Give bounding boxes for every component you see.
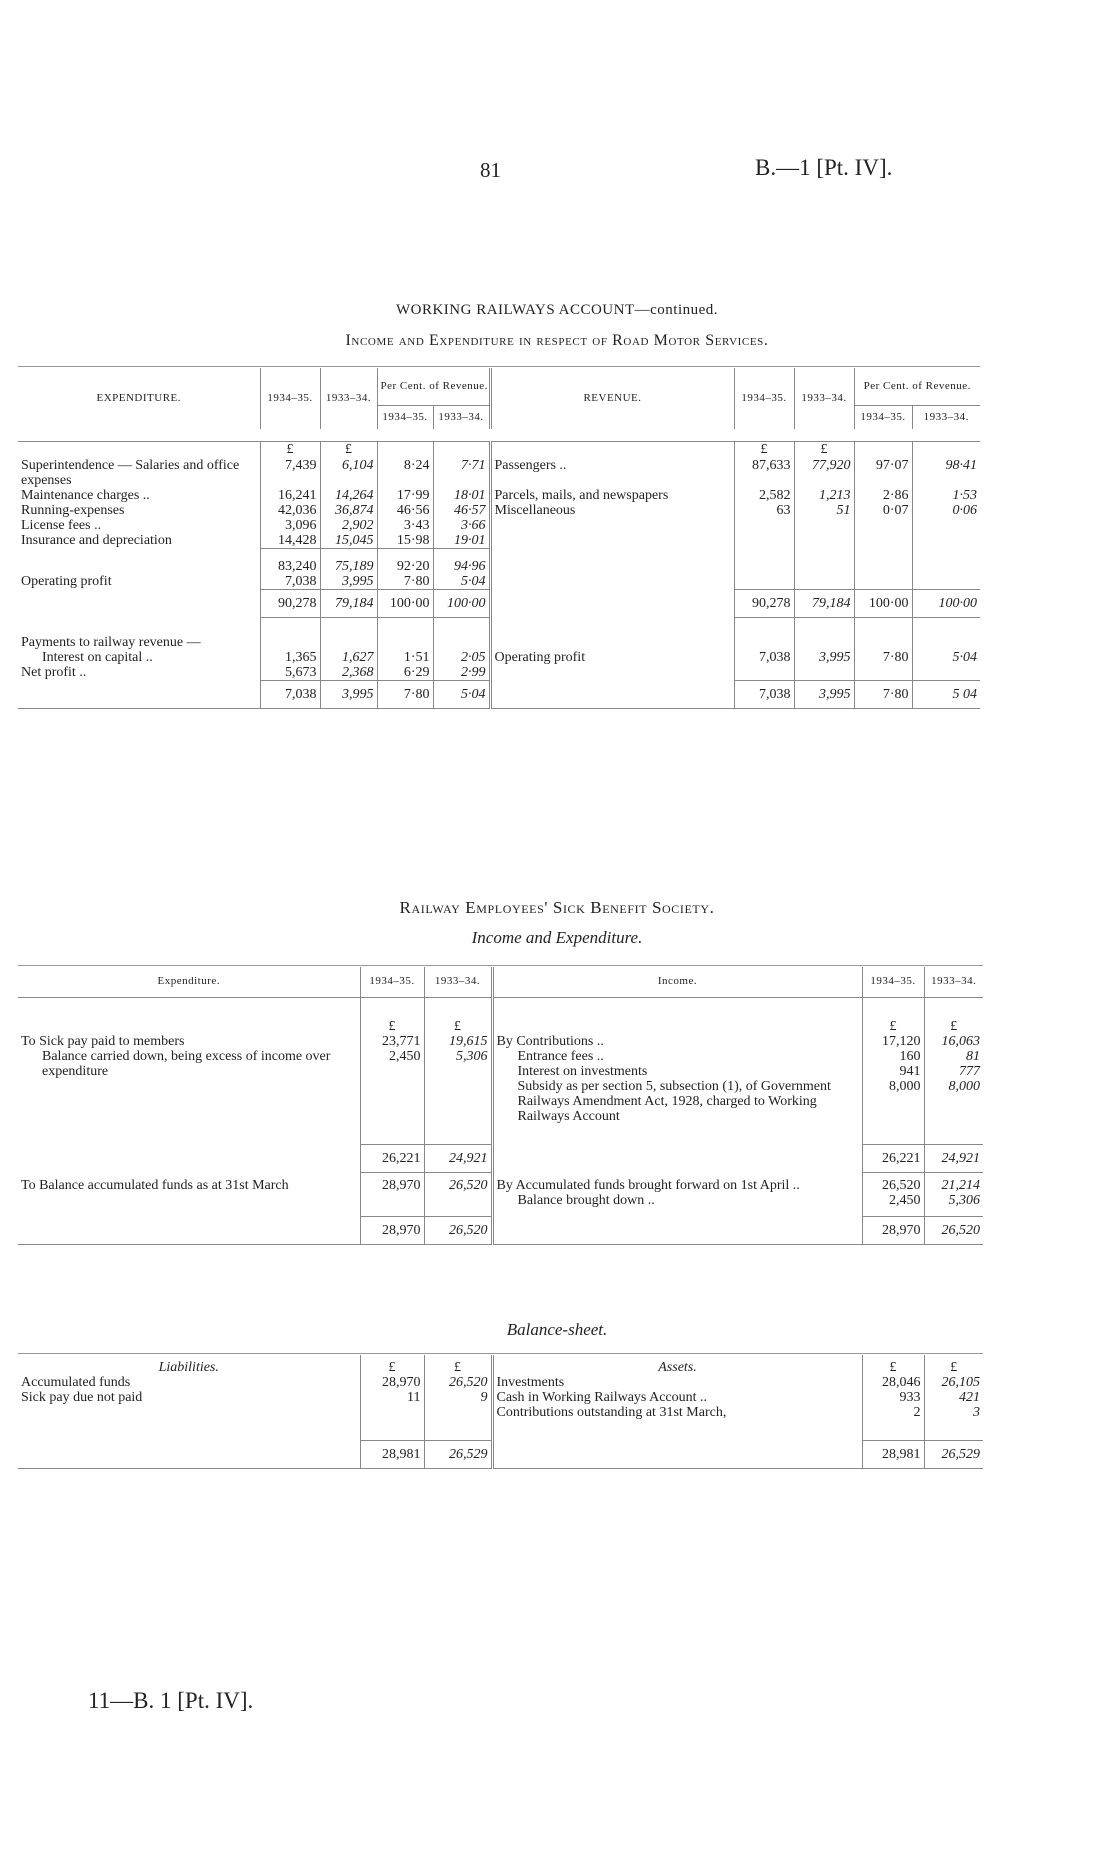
subtotal-cell: 94·96 — [433, 559, 490, 574]
value-cell: 23,771 — [360, 1034, 424, 1049]
total-cell: 28,981 — [360, 1440, 424, 1468]
document-code: B.—1 [Pt. IV]. — [755, 155, 893, 180]
value-cell: 14,264 — [320, 488, 377, 503]
currency-sign: £ — [794, 441, 854, 458]
percent-cell: 2·99 — [433, 665, 490, 681]
operating-profit-label: Operating profit — [18, 574, 260, 590]
value-cell: 14,428 — [260, 533, 320, 549]
assets-heading: Assets. — [492, 1355, 862, 1375]
value-cell: 1,627 — [320, 650, 377, 665]
percent-cell: 7·80 — [377, 574, 433, 590]
income-label: By Accumulated funds brought forward on 1st April .. — [492, 1178, 862, 1193]
col-header-year1: 1934–35. — [360, 967, 424, 997]
col-header-year2: 1933–34. — [424, 967, 492, 997]
percent-cell: 15·98 — [377, 533, 433, 549]
total-cell: 100·00 — [377, 589, 433, 617]
currency-sign: £ — [360, 1355, 424, 1375]
value-cell: 26,105 — [941, 1375, 980, 1390]
value-cell: 9 — [424, 1390, 492, 1405]
total-cell: 100·00 — [433, 589, 490, 617]
asset-label: Cash in Working Railways Account .. — [492, 1390, 862, 1405]
section-title-working-railways: WORKING RAILWAYS ACCOUNT—continued. — [395, 302, 719, 318]
revenue-label: Passengers .. — [490, 458, 734, 488]
value-cell: 8,000 — [948, 1079, 980, 1094]
value-cell: 51 — [794, 503, 854, 518]
total-cell: 100·00 — [912, 589, 980, 617]
expenditure-label: Insurance and depreciation — [18, 533, 260, 549]
payments-item-label: Net profit .. — [18, 665, 260, 681]
value-cell: 7,038 — [734, 650, 794, 665]
value-cell: 2,450 — [360, 1049, 424, 1064]
total-cell: 79,184 — [794, 589, 854, 617]
value-cell: 15,045 — [320, 533, 377, 549]
value-cell: 26,520 — [862, 1178, 924, 1193]
total-cell: 79,184 — [320, 589, 377, 617]
percent-cell: 1·53 — [952, 488, 977, 503]
road-motor-table — [18, 368, 980, 709]
value-cell: 777 — [959, 1064, 980, 1079]
total-cell: 26,529 — [424, 1440, 492, 1468]
currency-sign: £ — [734, 441, 794, 458]
expenditure-label: Maintenance charges .. — [18, 488, 260, 503]
percent-cell: 5·04 — [952, 650, 977, 665]
value-cell: 16,241 — [260, 488, 320, 503]
value-cell: 26,520 — [424, 1178, 492, 1193]
col-header-percent: Per Cent. of Revenue. — [854, 368, 980, 405]
liabilities-heading: Liabilities. — [18, 1355, 360, 1375]
percent-cell: 3·66 — [433, 518, 490, 533]
total-cell: 26,520 — [424, 1216, 492, 1244]
revenue-label: Miscellaneous — [490, 503, 734, 518]
currency-sign: £ — [862, 1355, 924, 1375]
percent-cell: 98·41 — [945, 458, 977, 473]
total-cell: 7,038 — [734, 681, 794, 709]
balance-sheet-title: Balance-sheet. — [506, 1320, 608, 1339]
value-cell: 6,104 — [320, 458, 377, 488]
value-cell: 77,920 — [794, 458, 854, 488]
value-cell: 3,995 — [320, 574, 377, 590]
asset-label: Investments — [492, 1375, 862, 1390]
col-header-year2: 1933–34. — [924, 967, 983, 997]
subtotal-cell: 83,240 — [260, 559, 320, 574]
total-cell: 28,981 — [862, 1440, 924, 1468]
balance-sheet-table — [18, 1355, 983, 1469]
section-subtitle-road-motor: Income and Expenditure in respect of Road Motor Services. — [345, 332, 769, 349]
value-cell: 2,582 — [734, 488, 794, 503]
value-cell: 421 — [959, 1390, 980, 1405]
revenue-operating-profit-label: Operating profit — [490, 650, 734, 665]
total-cell: 26,221 — [862, 1144, 924, 1172]
income-label: Balance brought down .. — [492, 1193, 862, 1208]
value-cell: 5,306 — [424, 1049, 492, 1064]
percent-cell: 0·07 — [854, 503, 912, 518]
asset-label: Contributions outstanding at 31st March, — [492, 1405, 862, 1420]
sick-benefit-table — [18, 967, 983, 1245]
percent-cell: 46·56 — [377, 503, 433, 518]
value-cell: 7,038 — [260, 574, 320, 590]
value-cell: 8,000 — [862, 1079, 924, 1124]
col-header-pct-year1: 1934–35. — [854, 405, 912, 429]
value-cell: 36,874 — [320, 503, 377, 518]
percent-cell: 6·29 — [377, 665, 433, 681]
total-cell: 24,921 — [924, 1144, 983, 1172]
percent-cell: 8·24 — [377, 458, 433, 488]
subtotal-cell: 92·20 — [377, 559, 433, 574]
value-cell: 3,995 — [794, 650, 854, 665]
col-header-year2: 1933–34. — [320, 368, 377, 429]
value-cell: 7,439 — [260, 458, 320, 488]
total-cell: 5·04 — [433, 681, 490, 709]
percent-cell: 5·04 — [433, 574, 490, 590]
col-header-year2: 1933–34. — [794, 368, 854, 429]
col-header-pct-year2: 1933–34. — [433, 405, 490, 429]
income-label: Entrance fees .. — [492, 1049, 862, 1064]
total-cell: 28,970 — [862, 1216, 924, 1244]
subtotal-cell: 75,189 — [320, 559, 377, 574]
percent-cell: 18·01 — [433, 488, 490, 503]
section-subtitle-income-expenditure: Income and Expenditure. — [471, 928, 643, 947]
total-cell: 7·80 — [377, 681, 433, 709]
percent-cell: 17·99 — [377, 488, 433, 503]
balance-accumulated-label: To Balance accumulated funds as at 31st March — [18, 1178, 360, 1193]
value-cell: 1,365 — [260, 650, 320, 665]
total-cell: 28,970 — [360, 1216, 424, 1244]
col-header-year1: 1934–35. — [734, 368, 794, 429]
currency-sign: £ — [950, 1019, 958, 1034]
value-cell: 3 — [973, 1405, 980, 1420]
value-cell: 63 — [734, 503, 794, 518]
value-cell: 1,213 — [794, 488, 854, 503]
value-cell: 3,096 — [260, 518, 320, 533]
currency-sign: £ — [862, 1019, 924, 1034]
currency-sign: £ — [424, 1019, 492, 1034]
total-cell: 90,278 — [734, 589, 794, 617]
value-cell: 28,970 — [360, 1178, 424, 1193]
value-cell: 17,120 — [862, 1034, 924, 1049]
value-cell: 87,633 — [734, 458, 794, 488]
currency-sign: £ — [320, 441, 377, 458]
value-cell: 2 — [862, 1405, 924, 1420]
value-cell: 160 — [862, 1049, 924, 1064]
value-cell: 941 — [862, 1064, 924, 1079]
total-cell: 3,995 — [320, 681, 377, 709]
col-header-pct-year2: 1933–34. — [923, 410, 969, 423]
expenditure-label: To Sick pay paid to members — [18, 1034, 360, 1049]
footer-code: 11—B. 1 [Pt. IV]. — [88, 1688, 254, 1713]
currency-sign: £ — [424, 1355, 492, 1375]
value-cell: 2,902 — [320, 518, 377, 533]
payments-label: Payments to railway revenue — — [18, 635, 260, 650]
value-cell: 11 — [360, 1390, 424, 1405]
currency-sign: £ — [950, 1360, 958, 1375]
percent-cell: 1·51 — [377, 650, 433, 665]
percent-cell: 19·01 — [433, 533, 490, 549]
total-cell: 26,520 — [924, 1216, 983, 1244]
liability-label: Accumulated funds — [18, 1375, 360, 1390]
total-cell: 5 04 — [912, 681, 980, 709]
page-number: 81 — [480, 158, 501, 182]
total-cell: 26,529 — [924, 1440, 983, 1468]
value-cell: 28,970 — [360, 1375, 424, 1390]
value-cell: 2,368 — [320, 665, 377, 681]
value-cell: 28,046 — [862, 1375, 924, 1390]
expenditure-label: License fees .. — [18, 518, 260, 533]
income-label: Subsidy as per section 5, subsection (1), of Government Railways Amendment Act, 1928, charged to Working Railways Account — [492, 1079, 862, 1124]
col-header-revenue: REVENUE. — [490, 368, 734, 429]
percent-cell: 2·05 — [433, 650, 490, 665]
percent-cell: 3·43 — [377, 518, 433, 533]
expenditure-label: Superintendence — Salaries and office expenses — [18, 458, 260, 488]
value-cell: 5,673 — [260, 665, 320, 681]
income-label: By Contributions .. — [492, 1034, 862, 1049]
income-label: Interest on investments — [492, 1064, 862, 1079]
total-cell: 7,038 — [260, 681, 320, 709]
section-title-sick-benefit: Railway Employees' Sick Benefit Society. — [399, 898, 715, 917]
col-header-percent: Per Cent. of Revenue. — [377, 368, 490, 405]
value-cell: 16,063 — [941, 1034, 980, 1049]
total-cell: 90,278 — [260, 589, 320, 617]
percent-cell: 0·06 — [952, 503, 977, 518]
total-cell: 7·80 — [854, 681, 912, 709]
col-header-income: Income. — [492, 967, 862, 997]
percent-cell: 2·86 — [854, 488, 912, 503]
value-cell: 81 — [966, 1049, 980, 1064]
expenditure-label: Running-expenses — [18, 503, 260, 518]
currency-sign: £ — [360, 1019, 424, 1034]
col-header-year1: 1934–35. — [260, 368, 320, 429]
total-cell: 3,995 — [794, 681, 854, 709]
value-cell: 5,306 — [948, 1193, 980, 1208]
percent-cell: 46·57 — [433, 503, 490, 518]
total-cell: 24,921 — [424, 1144, 492, 1172]
total-cell: 100·00 — [854, 589, 912, 617]
value-cell: 933 — [862, 1390, 924, 1405]
expenditure-label: Balance carried down, being excess of income over expenditure — [18, 1049, 360, 1124]
percent-cell: 7·71 — [433, 458, 490, 488]
col-header-pct-year1: 1934–35. — [377, 405, 433, 429]
currency-sign: £ — [260, 441, 320, 458]
total-cell: 26,221 — [360, 1144, 424, 1172]
value-cell: 26,520 — [424, 1375, 492, 1390]
value-cell: 42,036 — [260, 503, 320, 518]
col-header-expenditure: EXPENDITURE. — [18, 368, 260, 429]
value-cell: 21,214 — [941, 1178, 980, 1193]
col-header-expenditure: Expenditure. — [18, 967, 360, 997]
value-cell: 2,450 — [862, 1193, 924, 1208]
col-header-year1: 1934–35. — [862, 967, 924, 997]
percent-cell: 7·80 — [854, 650, 912, 665]
liability-label: Sick pay due not paid — [18, 1390, 360, 1405]
payments-item-label: Interest on capital .. — [18, 650, 260, 665]
percent-cell: 97·07 — [854, 458, 912, 488]
revenue-label: Parcels, mails, and newspapers — [490, 488, 734, 503]
value-cell: 19,615 — [424, 1034, 492, 1049]
